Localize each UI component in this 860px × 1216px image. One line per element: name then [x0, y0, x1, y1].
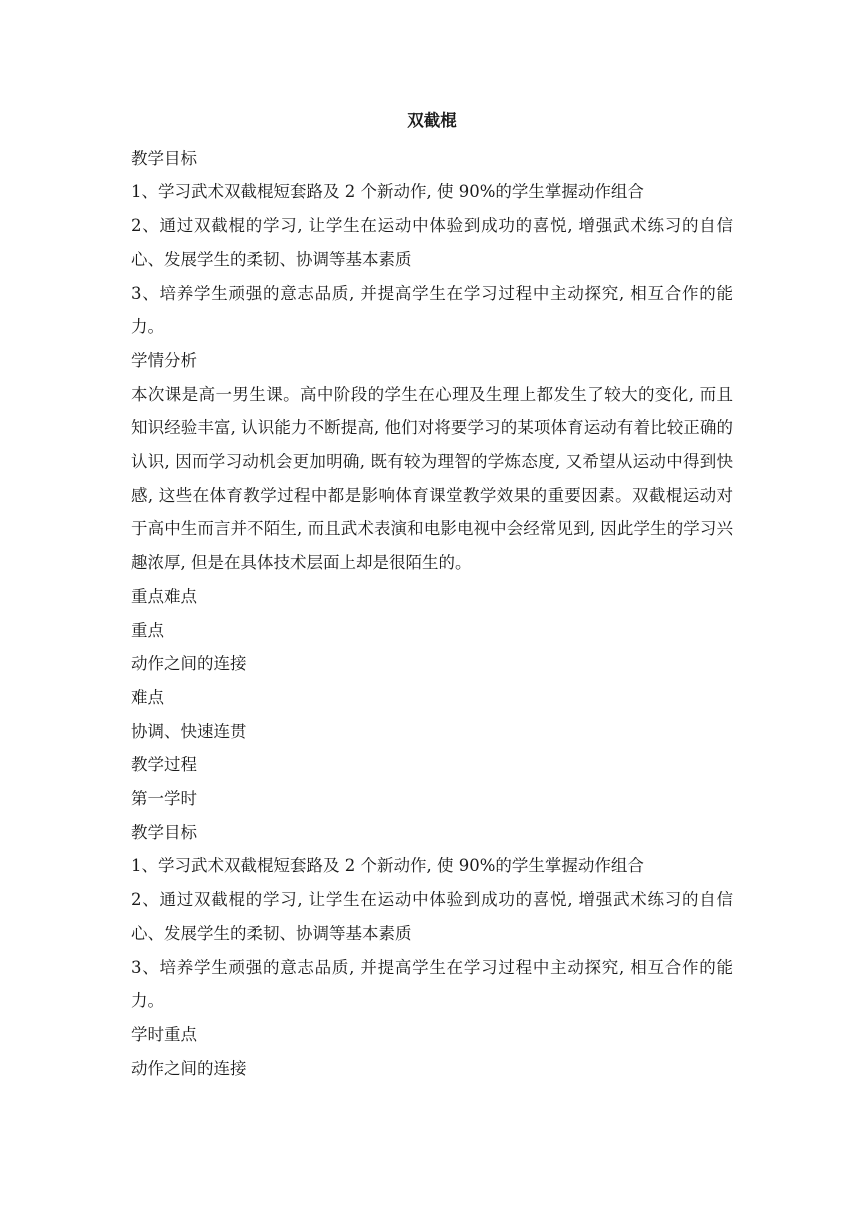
- lesson-goal-item-1: 1、学习武术双截棍短套路及 2 个新动作, 使 90%的学生掌握动作组合: [131, 856, 644, 876]
- heading-lesson-key-point: 学时重点: [131, 1024, 197, 1044]
- lesson-goal-item-3: 3、培养学生顽强的意志品质, 并提高学生在学习过程中主动探究, 相互合作的能力。: [131, 957, 733, 1011]
- document-title: 双截棍: [407, 111, 457, 130]
- goal-item-2: 2、通过双截棍的学习, 让学生在运动中体验到成功的喜悦, 增强武术练习的自信心、发展学生的柔韧、协调等基本素质: [131, 216, 733, 269]
- heading-first-lesson: 第一学时: [131, 789, 197, 809]
- difficult-point-text: 协调、快速连贯: [131, 721, 247, 741]
- lesson-key-point-text: 动作之间的连接: [131, 1058, 247, 1078]
- heading-teaching-process: 教学过程: [131, 755, 197, 775]
- document-body: [131, 108, 733, 1085]
- heading-lesson-goals: 教学目标: [131, 822, 197, 842]
- key-point-text: 动作之间的连接: [131, 654, 247, 674]
- heading-student-analysis: 学情分析: [131, 350, 197, 370]
- lesson-goal-item-2: 2、通过双截棍的学习, 让学生在运动中体验到成功的喜悦, 增强武术练习的自信心、发展学生的柔韧、协调等基本素质: [131, 890, 733, 943]
- goal-item-1: 1、学习武术双截棍短套路及 2 个新动作, 使 90%的学生掌握动作组合: [131, 182, 644, 202]
- goal-item-3: 3、培养学生顽强的意志品质, 并提高学生在学习过程中主动探究, 相互合作的能力。: [131, 283, 733, 337]
- heading-key-point: 重点: [131, 620, 164, 640]
- student-analysis-paragraph: 本次课是高一男生课。高中阶段的学生在心理及生理上都发生了较大的变化, 而且知识经验丰富, 认识能力不断提高, 他们对将要学习的某项体育运动有着比较正确的认识, 因而学习动机会更加明确, 既有较为理智的学炼态度, 又希望从运动中得到快感, 这些在体育教学过程中都是影响体育课堂教学效果的重要因素。双截棍运动对于高中生而言并不陌生, 而且武术表演和电影电视中会经常见到, 因此学生的学习兴趣浓厚, 但是在具体技术层面上却是很陌生的。: [131, 384, 733, 573]
- heading-difficult-point: 难点: [131, 687, 164, 707]
- heading-teaching-goals: 教学目标: [131, 148, 197, 168]
- heading-key-difficult-points: 重点难点: [131, 586, 197, 606]
